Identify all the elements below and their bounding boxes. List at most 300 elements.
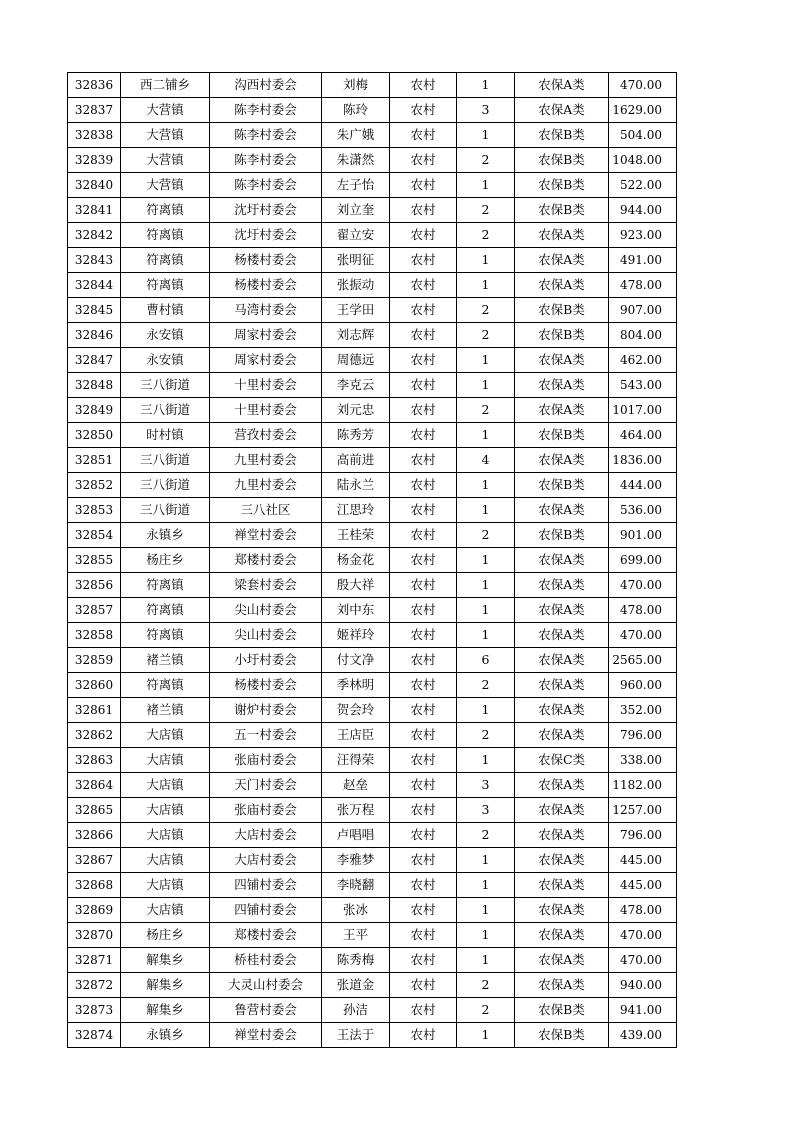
name-cell: 翟立安	[322, 223, 390, 248]
record-id-cell: 32865	[68, 798, 121, 823]
table-row	[68, 273, 677, 298]
insurance-category-cell: 农保A类	[515, 623, 609, 648]
township-cell: 符离镇	[121, 623, 210, 648]
household-type-cell: 农村	[390, 1023, 457, 1048]
name-cell: 李晓翻	[322, 873, 390, 898]
record-id-cell: 32860	[68, 673, 121, 698]
amount-cell: 1836.00	[609, 448, 677, 473]
record-id-cell: 32850	[68, 423, 121, 448]
township-cell: 大店镇	[121, 873, 210, 898]
person-count-cell: 1	[457, 498, 515, 523]
amount-cell: 470.00	[609, 948, 677, 973]
insurance-category-cell: 农保A类	[515, 98, 609, 123]
name-cell: 陈玲	[322, 98, 390, 123]
village-committee-cell: 杨楼村委会	[210, 248, 322, 273]
village-committee-cell: 五一村委会	[210, 723, 322, 748]
record-id-cell: 32845	[68, 298, 121, 323]
person-count-cell: 1	[457, 173, 515, 198]
table-row	[68, 973, 677, 998]
person-count-cell: 2	[457, 823, 515, 848]
person-count-cell: 1	[457, 473, 515, 498]
record-id-cell: 32844	[68, 273, 121, 298]
record-id-cell: 32842	[68, 223, 121, 248]
table-row	[68, 648, 677, 673]
amount-cell: 470.00	[609, 923, 677, 948]
table-row	[68, 723, 677, 748]
table-row	[68, 1023, 677, 1048]
record-id-cell: 32853	[68, 498, 121, 523]
person-count-cell: 2	[457, 973, 515, 998]
insurance-category-cell: 农保B类	[515, 473, 609, 498]
village-committee-cell: 大灵山村委会	[210, 973, 322, 998]
record-id-cell: 32873	[68, 998, 121, 1023]
household-type-cell: 农村	[390, 523, 457, 548]
household-type-cell: 农村	[390, 223, 457, 248]
insurance-category-cell: 农保B类	[515, 998, 609, 1023]
table-row	[68, 148, 677, 173]
table-row	[68, 398, 677, 423]
insurance-category-cell: 农保A类	[515, 573, 609, 598]
insurance-category-cell: 农保A类	[515, 273, 609, 298]
household-type-cell: 农村	[390, 373, 457, 398]
table-row	[68, 823, 677, 848]
amount-cell: 464.00	[609, 423, 677, 448]
township-cell: 三八街道	[121, 448, 210, 473]
amount-cell: 941.00	[609, 998, 677, 1023]
household-type-cell: 农村	[390, 248, 457, 273]
insurance-category-cell: 农保B类	[515, 1023, 609, 1048]
record-id-cell: 32837	[68, 98, 121, 123]
table-row	[68, 998, 677, 1023]
amount-cell: 470.00	[609, 573, 677, 598]
table-row	[68, 123, 677, 148]
township-cell: 三八街道	[121, 473, 210, 498]
name-cell: 周德远	[322, 348, 390, 373]
household-type-cell: 农村	[390, 848, 457, 873]
amount-cell: 470.00	[609, 623, 677, 648]
household-type-cell: 农村	[390, 98, 457, 123]
amount-cell: 1182.00	[609, 773, 677, 798]
table-row	[68, 323, 677, 348]
person-count-cell: 2	[457, 673, 515, 698]
household-type-cell: 农村	[390, 698, 457, 723]
person-count-cell: 1	[457, 598, 515, 623]
table-row	[68, 473, 677, 498]
township-cell: 大店镇	[121, 723, 210, 748]
household-type-cell: 农村	[390, 448, 457, 473]
insurance-category-cell: 农保B类	[515, 423, 609, 448]
insurance-category-cell: 农保B类	[515, 523, 609, 548]
township-cell: 大营镇	[121, 98, 210, 123]
name-cell: 王法于	[322, 1023, 390, 1048]
insurance-category-cell: 农保A类	[515, 548, 609, 573]
household-type-cell: 农村	[390, 923, 457, 948]
name-cell: 王店臣	[322, 723, 390, 748]
amount-cell: 338.00	[609, 748, 677, 773]
person-count-cell: 1	[457, 248, 515, 273]
table-row	[68, 598, 677, 623]
village-committee-cell: 大店村委会	[210, 823, 322, 848]
household-type-cell: 农村	[390, 798, 457, 823]
township-cell: 时村镇	[121, 423, 210, 448]
table-row	[68, 673, 677, 698]
person-count-cell: 1	[457, 573, 515, 598]
benefit-records-table	[67, 72, 677, 1048]
village-committee-cell: 沈圩村委会	[210, 198, 322, 223]
table-row	[68, 173, 677, 198]
insurance-category-cell: 农保A类	[515, 223, 609, 248]
insurance-category-cell: 农保A类	[515, 923, 609, 948]
township-cell: 杨庄乡	[121, 548, 210, 573]
insurance-category-cell: 农保A类	[515, 698, 609, 723]
insurance-category-cell: 农保A类	[515, 373, 609, 398]
insurance-category-cell: 农保A类	[515, 823, 609, 848]
table-row	[68, 848, 677, 873]
village-committee-cell: 陈李村委会	[210, 123, 322, 148]
amount-cell: 944.00	[609, 198, 677, 223]
record-id-cell: 32870	[68, 923, 121, 948]
township-cell: 符离镇	[121, 273, 210, 298]
table-body	[68, 73, 677, 1048]
person-count-cell: 1	[457, 73, 515, 98]
village-committee-cell: 九里村委会	[210, 448, 322, 473]
table-row	[68, 448, 677, 473]
table-row	[68, 423, 677, 448]
township-cell: 符离镇	[121, 248, 210, 273]
name-cell: 高前进	[322, 448, 390, 473]
name-cell: 左子怡	[322, 173, 390, 198]
insurance-category-cell: 农保B类	[515, 123, 609, 148]
household-type-cell: 农村	[390, 948, 457, 973]
household-type-cell: 农村	[390, 398, 457, 423]
insurance-category-cell: 农保A类	[515, 898, 609, 923]
name-cell: 朱潇然	[322, 148, 390, 173]
amount-cell: 1257.00	[609, 798, 677, 823]
record-id-cell: 32863	[68, 748, 121, 773]
township-cell: 符离镇	[121, 573, 210, 598]
amount-cell: 478.00	[609, 598, 677, 623]
village-committee-cell: 禅堂村委会	[210, 1023, 322, 1048]
insurance-category-cell: 农保A类	[515, 723, 609, 748]
village-committee-cell: 张庙村委会	[210, 798, 322, 823]
village-committee-cell: 梁套村委会	[210, 573, 322, 598]
household-type-cell: 农村	[390, 873, 457, 898]
name-cell: 陈秀芳	[322, 423, 390, 448]
amount-cell: 940.00	[609, 973, 677, 998]
insurance-category-cell: 农保B类	[515, 323, 609, 348]
township-cell: 三八街道	[121, 373, 210, 398]
name-cell: 张冰	[322, 898, 390, 923]
village-committee-cell: 张庙村委会	[210, 748, 322, 773]
person-count-cell: 2	[457, 523, 515, 548]
name-cell: 陆永兰	[322, 473, 390, 498]
name-cell: 姬祥玲	[322, 623, 390, 648]
township-cell: 大店镇	[121, 823, 210, 848]
household-type-cell: 农村	[390, 498, 457, 523]
person-count-cell: 1	[457, 273, 515, 298]
township-cell: 大店镇	[121, 773, 210, 798]
household-type-cell: 农村	[390, 598, 457, 623]
insurance-category-cell: 农保A类	[515, 673, 609, 698]
household-type-cell: 农村	[390, 748, 457, 773]
household-type-cell: 农村	[390, 648, 457, 673]
name-cell: 张明征	[322, 248, 390, 273]
table-row	[68, 298, 677, 323]
record-id-cell: 32864	[68, 773, 121, 798]
village-committee-cell: 营孜村委会	[210, 423, 322, 448]
table-row	[68, 923, 677, 948]
household-type-cell: 农村	[390, 998, 457, 1023]
table-row	[68, 248, 677, 273]
village-committee-cell: 三八社区	[210, 498, 322, 523]
amount-cell: 543.00	[609, 373, 677, 398]
record-id-cell: 32867	[68, 848, 121, 873]
record-id-cell: 32861	[68, 698, 121, 723]
amount-cell: 1048.00	[609, 148, 677, 173]
record-id-cell: 32843	[68, 248, 121, 273]
village-committee-cell: 尖山村委会	[210, 598, 322, 623]
household-type-cell: 农村	[390, 573, 457, 598]
village-committee-cell: 尖山村委会	[210, 623, 322, 648]
amount-cell: 445.00	[609, 873, 677, 898]
record-id-cell: 32841	[68, 198, 121, 223]
village-committee-cell: 陈李村委会	[210, 173, 322, 198]
person-count-cell: 1	[457, 748, 515, 773]
table-row	[68, 773, 677, 798]
township-cell: 西二铺乡	[121, 73, 210, 98]
person-count-cell: 2	[457, 198, 515, 223]
household-type-cell: 农村	[390, 973, 457, 998]
insurance-category-cell: 农保A类	[515, 448, 609, 473]
household-type-cell: 农村	[390, 473, 457, 498]
table-row	[68, 373, 677, 398]
household-type-cell: 农村	[390, 323, 457, 348]
township-cell: 大营镇	[121, 123, 210, 148]
household-type-cell: 农村	[390, 773, 457, 798]
table-row	[68, 698, 677, 723]
amount-cell: 470.00	[609, 73, 677, 98]
township-cell: 符离镇	[121, 223, 210, 248]
table-row	[68, 548, 677, 573]
person-count-cell: 2	[457, 298, 515, 323]
township-cell: 永安镇	[121, 348, 210, 373]
name-cell: 江思玲	[322, 498, 390, 523]
name-cell: 付文净	[322, 648, 390, 673]
township-cell: 符离镇	[121, 598, 210, 623]
insurance-category-cell: 农保A类	[515, 798, 609, 823]
village-committee-cell: 周家村委会	[210, 323, 322, 348]
person-count-cell: 2	[457, 998, 515, 1023]
township-cell: 杨庄乡	[121, 923, 210, 948]
insurance-category-cell: 农保A类	[515, 598, 609, 623]
person-count-cell: 2	[457, 323, 515, 348]
insurance-category-cell: 农保B类	[515, 173, 609, 198]
name-cell: 张振动	[322, 273, 390, 298]
table-row	[68, 798, 677, 823]
amount-cell: 462.00	[609, 348, 677, 373]
person-count-cell: 1	[457, 698, 515, 723]
township-cell: 永镇乡	[121, 1023, 210, 1048]
amount-cell: 522.00	[609, 173, 677, 198]
name-cell: 王桂荣	[322, 523, 390, 548]
name-cell: 赵垒	[322, 773, 390, 798]
household-type-cell: 农村	[390, 198, 457, 223]
amount-cell: 491.00	[609, 248, 677, 273]
township-cell: 大店镇	[121, 898, 210, 923]
household-type-cell: 农村	[390, 723, 457, 748]
village-committee-cell: 陈李村委会	[210, 98, 322, 123]
name-cell: 季林明	[322, 673, 390, 698]
township-cell: 符离镇	[121, 198, 210, 223]
household-type-cell: 农村	[390, 423, 457, 448]
record-id-cell: 32871	[68, 948, 121, 973]
village-committee-cell: 九里村委会	[210, 473, 322, 498]
person-count-cell: 1	[457, 873, 515, 898]
household-type-cell: 农村	[390, 148, 457, 173]
record-id-cell: 32872	[68, 973, 121, 998]
record-id-cell: 32862	[68, 723, 121, 748]
village-committee-cell: 杨楼村委会	[210, 673, 322, 698]
person-count-cell: 1	[457, 548, 515, 573]
person-count-cell: 3	[457, 798, 515, 823]
name-cell: 贺会玲	[322, 698, 390, 723]
name-cell: 刘中东	[322, 598, 390, 623]
amount-cell: 478.00	[609, 273, 677, 298]
household-type-cell: 农村	[390, 898, 457, 923]
person-count-cell: 2	[457, 723, 515, 748]
township-cell: 褚兰镇	[121, 698, 210, 723]
record-id-cell: 32839	[68, 148, 121, 173]
person-count-cell: 1	[457, 1023, 515, 1048]
name-cell: 陈秀梅	[322, 948, 390, 973]
table-row	[68, 623, 677, 648]
household-type-cell: 农村	[390, 673, 457, 698]
amount-cell: 960.00	[609, 673, 677, 698]
record-id-cell: 32869	[68, 898, 121, 923]
township-cell: 永镇乡	[121, 523, 210, 548]
name-cell: 王学田	[322, 298, 390, 323]
village-committee-cell: 谢炉村委会	[210, 698, 322, 723]
insurance-category-cell: 农保A类	[515, 948, 609, 973]
name-cell: 刘志辉	[322, 323, 390, 348]
table-row	[68, 223, 677, 248]
amount-cell: 445.00	[609, 848, 677, 873]
record-id-cell: 32852	[68, 473, 121, 498]
name-cell: 殷大祥	[322, 573, 390, 598]
village-committee-cell: 四铺村委会	[210, 873, 322, 898]
village-committee-cell: 十里村委会	[210, 398, 322, 423]
amount-cell: 444.00	[609, 473, 677, 498]
person-count-cell: 1	[457, 948, 515, 973]
person-count-cell: 1	[457, 848, 515, 873]
household-type-cell: 农村	[390, 273, 457, 298]
township-cell: 大店镇	[121, 848, 210, 873]
record-id-cell: 32857	[68, 598, 121, 623]
insurance-category-cell: 农保A类	[515, 498, 609, 523]
township-cell: 三八街道	[121, 498, 210, 523]
township-cell: 解集乡	[121, 948, 210, 973]
table-row	[68, 873, 677, 898]
name-cell: 孙洁	[322, 998, 390, 1023]
name-cell: 刘元忠	[322, 398, 390, 423]
township-cell: 符离镇	[121, 673, 210, 698]
village-committee-cell: 郑楼村委会	[210, 923, 322, 948]
person-count-cell: 1	[457, 123, 515, 148]
amount-cell: 804.00	[609, 323, 677, 348]
insurance-category-cell: 农保C类	[515, 748, 609, 773]
amount-cell: 2565.00	[609, 648, 677, 673]
village-committee-cell: 大店村委会	[210, 848, 322, 873]
village-committee-cell: 十里村委会	[210, 373, 322, 398]
township-cell: 大营镇	[121, 148, 210, 173]
person-count-cell: 4	[457, 448, 515, 473]
person-count-cell: 1	[457, 373, 515, 398]
name-cell: 刘梅	[322, 73, 390, 98]
village-committee-cell: 禅堂村委会	[210, 523, 322, 548]
table-row	[68, 898, 677, 923]
table-row	[68, 948, 677, 973]
amount-cell: 352.00	[609, 698, 677, 723]
record-id-cell: 32859	[68, 648, 121, 673]
person-count-cell: 1	[457, 898, 515, 923]
insurance-category-cell: 农保A类	[515, 248, 609, 273]
household-type-cell: 农村	[390, 73, 457, 98]
record-id-cell: 32856	[68, 573, 121, 598]
household-type-cell: 农村	[390, 123, 457, 148]
household-type-cell: 农村	[390, 823, 457, 848]
record-id-cell: 32866	[68, 823, 121, 848]
person-count-cell: 6	[457, 648, 515, 673]
village-committee-cell: 四铺村委会	[210, 898, 322, 923]
insurance-category-cell: 农保B类	[515, 198, 609, 223]
person-count-cell: 1	[457, 423, 515, 448]
amount-cell: 536.00	[609, 498, 677, 523]
table-row	[68, 73, 677, 98]
township-cell: 解集乡	[121, 998, 210, 1023]
insurance-category-cell: 农保B类	[515, 298, 609, 323]
amount-cell: 1017.00	[609, 398, 677, 423]
amount-cell: 796.00	[609, 823, 677, 848]
person-count-cell: 2	[457, 148, 515, 173]
household-type-cell: 农村	[390, 348, 457, 373]
record-id-cell: 32840	[68, 173, 121, 198]
household-type-cell: 农村	[390, 298, 457, 323]
table-row	[68, 748, 677, 773]
table-row	[68, 523, 677, 548]
insurance-category-cell: 农保A类	[515, 648, 609, 673]
township-cell: 大店镇	[121, 748, 210, 773]
person-count-cell: 3	[457, 98, 515, 123]
record-id-cell: 32836	[68, 73, 121, 98]
name-cell: 卢唱唱	[322, 823, 390, 848]
insurance-category-cell: 农保A类	[515, 348, 609, 373]
village-committee-cell: 鲁营村委会	[210, 998, 322, 1023]
village-committee-cell: 天门村委会	[210, 773, 322, 798]
name-cell: 杨金花	[322, 548, 390, 573]
record-id-cell: 32846	[68, 323, 121, 348]
township-cell: 曹村镇	[121, 298, 210, 323]
household-type-cell: 农村	[390, 623, 457, 648]
village-committee-cell: 桥桂村委会	[210, 948, 322, 973]
person-count-cell: 1	[457, 348, 515, 373]
record-id-cell: 32868	[68, 873, 121, 898]
insurance-category-cell: 农保A类	[515, 873, 609, 898]
household-type-cell: 农村	[390, 548, 457, 573]
township-cell: 三八街道	[121, 398, 210, 423]
insurance-category-cell: 农保A类	[515, 773, 609, 798]
table-row	[68, 198, 677, 223]
insurance-category-cell: 农保A类	[515, 73, 609, 98]
